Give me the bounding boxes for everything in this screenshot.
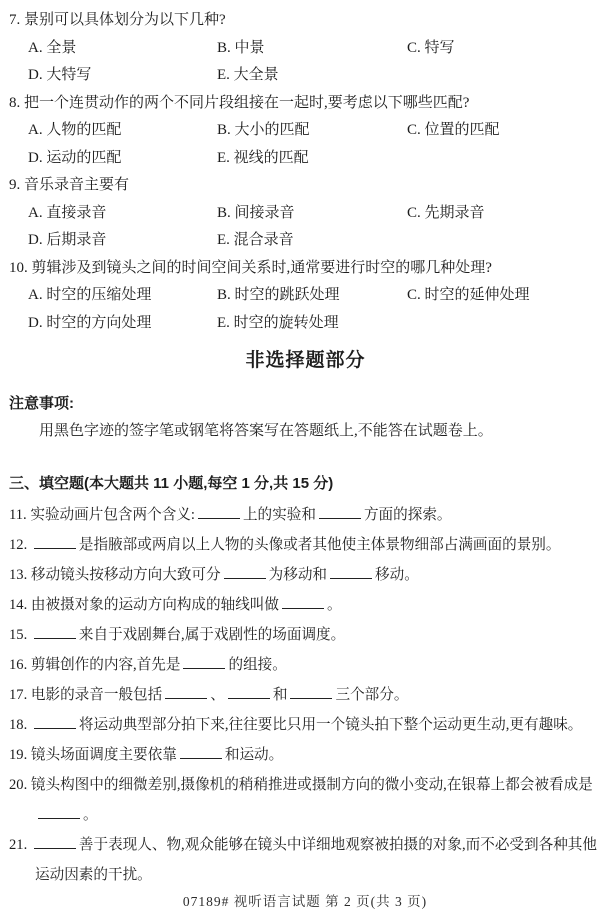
- question-stem: 8. 把一个连贯动作的两个不同片段组接在一起时,要考虑以下哪些匹配?: [9, 94, 470, 111]
- fill-item-13: 13. 移动镜头按移动方向大致可分 为移动和 移动。: [9, 560, 602, 590]
- option-row: [28, 282, 602, 310]
- option-7E: E. 大全景: [217, 67, 279, 83]
- option-8C: C. 位置的匹配: [407, 122, 500, 138]
- answer-blank: [165, 683, 207, 699]
- option-8D: D. 运动的匹配: [28, 149, 122, 166]
- fill-item-16: 16. 剪辑创作的内容,首先是 的组接。: [9, 650, 602, 680]
- mcq-question-8: [9, 90, 602, 173]
- option-7B: B. 中景: [217, 39, 265, 56]
- answer-blank: [228, 683, 270, 699]
- fill-item-15: 15. 来自于戏剧舞台,属于戏剧性的场面调度。: [9, 620, 602, 650]
- mcq-question-7: [9, 7, 602, 90]
- fill-item-17: 17. 电影的录音一般包括 、 和 三个部分。: [9, 680, 602, 710]
- option-row: [28, 35, 602, 63]
- option-10B: B. 时空的跳跃处理: [217, 287, 340, 303]
- page-footer: 07189# 视听语言试题 第 2 页(共 3 页): [182, 894, 428, 909]
- option-9D: D. 后期录音: [28, 232, 107, 248]
- option-9E: E. 混合录音: [217, 232, 294, 248]
- fill-item-14: 14. 由被摄对象的运动方向构成的轴线叫做 。: [9, 590, 602, 620]
- answer-blank: [224, 563, 266, 579]
- option-row: [28, 200, 602, 228]
- nonchoice-section-title: 非选择题部分: [245, 350, 366, 371]
- answer-blank: [180, 743, 222, 759]
- question-stem: 7. 景别可以具体划分为以下几种?: [9, 12, 226, 28]
- answer-blank: [183, 653, 225, 669]
- option-7D: D. 大特写: [28, 67, 92, 83]
- fill-item-19: 19. 镜头场面调度主要依靠 和运动。: [9, 740, 602, 770]
- answer-blank: [330, 563, 372, 579]
- option-row: [28, 62, 602, 90]
- notice-title: 注意事项:: [9, 395, 74, 412]
- option-10D: D. 时空的方向处理: [28, 314, 152, 331]
- answer-blank: [282, 593, 324, 609]
- option-10E: E. 时空的旋转处理: [217, 314, 339, 331]
- option-8A: A. 人物的匹配: [28, 122, 122, 138]
- question-stem: 10. 剪辑涉及到镜头之间的时间空间关系时,通常要进行时空的哪几种处理?: [9, 259, 492, 276]
- option-7C: C. 特写: [407, 39, 455, 56]
- option-8B: B. 大小的匹配: [217, 122, 310, 138]
- fill-section: [9, 500, 602, 890]
- answer-blank: [198, 503, 240, 519]
- fill-item-11: 11. 实验动画片包含两个含义: 上的实验和 方面的探索。: [9, 500, 602, 530]
- option-7A: A. 全景: [28, 39, 77, 56]
- mcq-section: [9, 7, 602, 337]
- mcq-question-10: [9, 255, 602, 338]
- answer-blank: [34, 833, 76, 849]
- fill-item-20: 20. 镜头构图中的细微差别,摄像机的稍稍推进或摄制方向的微小变动,在银幕上都会被看成是。: [9, 777, 593, 823]
- answer-blank: [290, 683, 332, 699]
- option-10A: A. 时空的压缩处理: [28, 287, 152, 303]
- answer-blank: [319, 503, 361, 519]
- option-9B: B. 间接录音: [217, 204, 295, 221]
- option-row: [28, 310, 602, 338]
- answer-blank: [34, 623, 76, 639]
- notice-body: 用黑色字迹的签字笔或钢笔将答案写在答题纸上,不能答在试题卷上。: [39, 423, 493, 439]
- question-stem: 9. 音乐录音主要有: [9, 177, 130, 193]
- answer-blank: [34, 713, 76, 729]
- option-row: [28, 227, 602, 255]
- answer-blank: [38, 803, 80, 819]
- mcq-question-9: [9, 172, 602, 255]
- fill-section-heading: 三、填空题(本大题共 11 小题,每空 1 分,共 15 分): [9, 475, 334, 492]
- option-9A: A. 直接录音: [28, 204, 107, 221]
- option-row: [28, 117, 602, 145]
- option-9C: C. 先期录音: [407, 204, 485, 221]
- fill-item-18: 18. 将运动典型部分拍下来,往往要比只用一个镜头拍下整个运动更生动,更有趣味。: [9, 710, 602, 740]
- answer-blank: [34, 533, 76, 549]
- fill-item-12: 12. 是指腋部或两肩以上人物的头像或者其他使主体景物细部占满画面的景别。: [9, 530, 602, 560]
- fill-item-21: 21. 善于表现人、物,观众能够在镜头中详细地观察被拍摄的对象,而不必受到各种其他运动因素的干扰。: [9, 830, 602, 890]
- option-10C: C. 时空的延伸处理: [407, 287, 530, 303]
- option-row: [28, 145, 602, 173]
- option-8E: E. 视线的匹配: [217, 149, 309, 166]
